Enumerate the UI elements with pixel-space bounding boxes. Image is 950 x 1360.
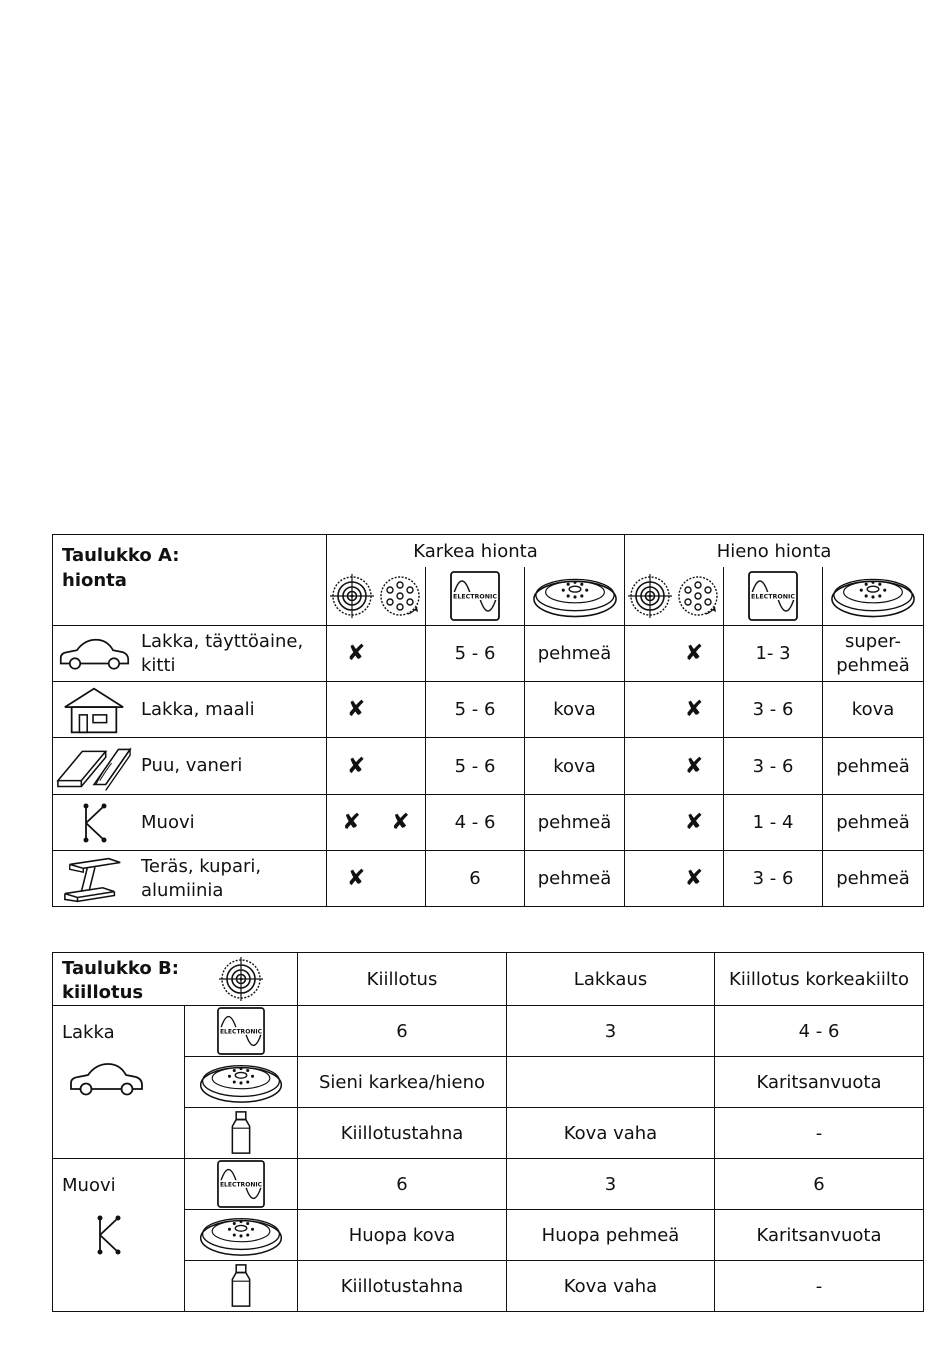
electronic-speed-icon — [450, 571, 500, 621]
steel-beam-icon — [60, 854, 128, 904]
table-cell: 4 - 6 — [715, 1006, 924, 1057]
backing-pad-icon — [196, 1058, 286, 1106]
group-coarse-sanding: Karkea hionta — [327, 535, 625, 568]
table-row — [53, 1006, 924, 1057]
table-a-title-line1: Taulukko A: — [62, 545, 180, 566]
table-cell: Kiillotustahna — [298, 1261, 507, 1312]
coarse-pad-cell: pehmeä — [525, 626, 625, 682]
table-cell: Kiillotustahna — [298, 1108, 507, 1159]
fine-pad-cell: kova — [823, 682, 924, 738]
fine-speed-cell: 1 - 4 — [724, 795, 823, 851]
coarse-speed-cell: 5 - 6 — [426, 738, 525, 795]
fine-pad-cell: pehmeä — [823, 738, 924, 795]
coarse-motion-cell — [327, 682, 426, 738]
icon-cell — [185, 1006, 298, 1057]
coarse-pad-cell: pehmeä — [525, 851, 625, 907]
coarse-pad-cell: pehmeä — [525, 795, 625, 851]
electronic-speed-icon — [217, 1160, 265, 1208]
cross-mark: ✘ — [346, 641, 366, 666]
table-cell — [507, 1057, 715, 1108]
cross-mark: ✘ — [684, 697, 704, 722]
table-a-title — [53, 535, 327, 626]
table-cell: Karitsanvuota — [715, 1057, 924, 1108]
polish-bottle-icon — [226, 1262, 256, 1310]
table-cell: - — [715, 1108, 924, 1159]
column-header: Kiillotus — [298, 953, 507, 1006]
material-label: Muovi — [53, 795, 327, 851]
table-b-title: Taulukko B: kiillotus — [53, 953, 185, 1006]
column-header: Lakkaus — [507, 953, 715, 1006]
table-a-sanding — [52, 534, 924, 907]
table-a-title-line2: hionta — [62, 570, 127, 591]
house-icon — [60, 685, 128, 735]
fine-motion-cell — [625, 738, 724, 795]
cross-mark: ✘ — [684, 641, 704, 666]
coarse-motion-cell — [327, 626, 426, 682]
coarse-motion-cell — [327, 738, 426, 795]
icon-cell — [185, 1210, 298, 1261]
material-label: Teräs, kupari, alumiinia — [53, 851, 327, 907]
table-cell: 6 — [298, 1159, 507, 1210]
table-row — [53, 1159, 924, 1210]
coarse-electronic-icon-cell — [426, 567, 525, 626]
cross-mark: ✘ — [342, 810, 361, 835]
table-cell: 6 — [298, 1006, 507, 1057]
fine-speed-cell: 3 - 6 — [724, 738, 823, 795]
fine-speed-cell: 3 - 6 — [724, 851, 823, 907]
icon-cell — [185, 1159, 298, 1210]
cross-mark: ✘ — [391, 810, 410, 835]
electronic-speed-icon — [748, 571, 798, 621]
icon-cell — [185, 1108, 298, 1159]
coarse-motion-cell — [327, 795, 426, 851]
fine-speed-cell: 3 - 6 — [724, 682, 823, 738]
table-row — [53, 738, 924, 795]
rotary-motion-icon — [330, 574, 374, 618]
eccentric-motion-icon — [676, 574, 720, 618]
fine-motion-cell — [625, 626, 724, 682]
table-row — [53, 851, 924, 907]
fine-speed-cell: 1- 3 — [724, 626, 823, 682]
table-cell: 3 — [507, 1006, 715, 1057]
group-label-plastic: Muovi — [53, 1159, 185, 1312]
backing-pad-icon — [196, 1211, 286, 1259]
material-label: Lakka, maali — [53, 682, 327, 738]
table-cell: Huopa pehmeä — [507, 1210, 715, 1261]
table-cell: Kova vaha — [507, 1108, 715, 1159]
table-row — [53, 795, 924, 851]
rotary-motion-icon — [219, 957, 263, 1001]
coarse-pad-icon-cell — [525, 567, 625, 626]
fine-motion-cell — [625, 795, 724, 851]
cross-mark: ✘ — [346, 697, 366, 722]
coarse-motion-icons — [327, 567, 426, 626]
coarse-pad-cell: kova — [525, 682, 625, 738]
backing-pad-icon — [531, 571, 619, 621]
table-cell: 3 — [507, 1159, 715, 1210]
coarse-speed-cell: 5 - 6 — [426, 682, 525, 738]
fine-motion-cell — [625, 682, 724, 738]
fine-pad-cell: pehmeä — [823, 851, 924, 907]
eccentric-motion-icon — [378, 574, 422, 618]
backing-pad-icon — [829, 571, 917, 621]
table-b-polishing — [52, 952, 924, 1312]
cross-mark: ✘ — [684, 810, 704, 835]
fine-motion-cell — [625, 851, 724, 907]
group-fine-sanding: Hieno hionta — [625, 535, 924, 568]
coarse-speed-cell: 6 — [426, 851, 525, 907]
table-cell: Karitsanvuota — [715, 1210, 924, 1261]
fine-electronic-icon-cell — [724, 567, 823, 626]
car-icon — [55, 635, 133, 673]
plastic-icon — [88, 1210, 128, 1260]
plastic-icon — [74, 798, 114, 848]
coarse-speed-cell: 4 - 6 — [426, 795, 525, 851]
table-cell: - — [715, 1261, 924, 1312]
rotary-motion-icon — [628, 574, 672, 618]
cross-mark: ✘ — [684, 866, 704, 891]
material-label: Puu, vaneri — [53, 738, 327, 795]
cross-mark: ✘ — [346, 866, 366, 891]
rotary-icon-cell — [185, 953, 298, 1006]
table-row — [53, 626, 924, 682]
table-cell: Huopa kova — [298, 1210, 507, 1261]
cross-mark: ✘ — [684, 753, 704, 779]
coarse-pad-cell: kova — [525, 738, 625, 795]
icon-cell — [185, 1261, 298, 1312]
fine-pad-cell: pehmeä — [823, 795, 924, 851]
icon-cell — [185, 1057, 298, 1108]
coarse-motion-cell — [327, 851, 426, 907]
cross-mark: ✘ — [346, 753, 366, 779]
table-cell: Sieni karkea/hieno — [298, 1057, 507, 1108]
electronic-speed-icon — [217, 1007, 265, 1055]
wood-icon — [55, 741, 133, 791]
column-header: Kiillotus korkeakiilto — [715, 953, 924, 1006]
group-label-lacquer: Lakka — [53, 1006, 185, 1159]
polish-bottle-icon — [226, 1109, 256, 1157]
car-icon — [66, 1059, 146, 1099]
table-cell: 6 — [715, 1159, 924, 1210]
material-label: Lakka, täyttöaine, kitti — [53, 626, 327, 682]
coarse-speed-cell: 5 - 6 — [426, 626, 525, 682]
table-row — [53, 682, 924, 738]
fine-pad-icon-cell — [823, 567, 924, 626]
table-cell: Kova vaha — [507, 1261, 715, 1312]
fine-motion-icons — [625, 567, 724, 626]
fine-pad-cell: super- pehmeä — [823, 626, 924, 682]
